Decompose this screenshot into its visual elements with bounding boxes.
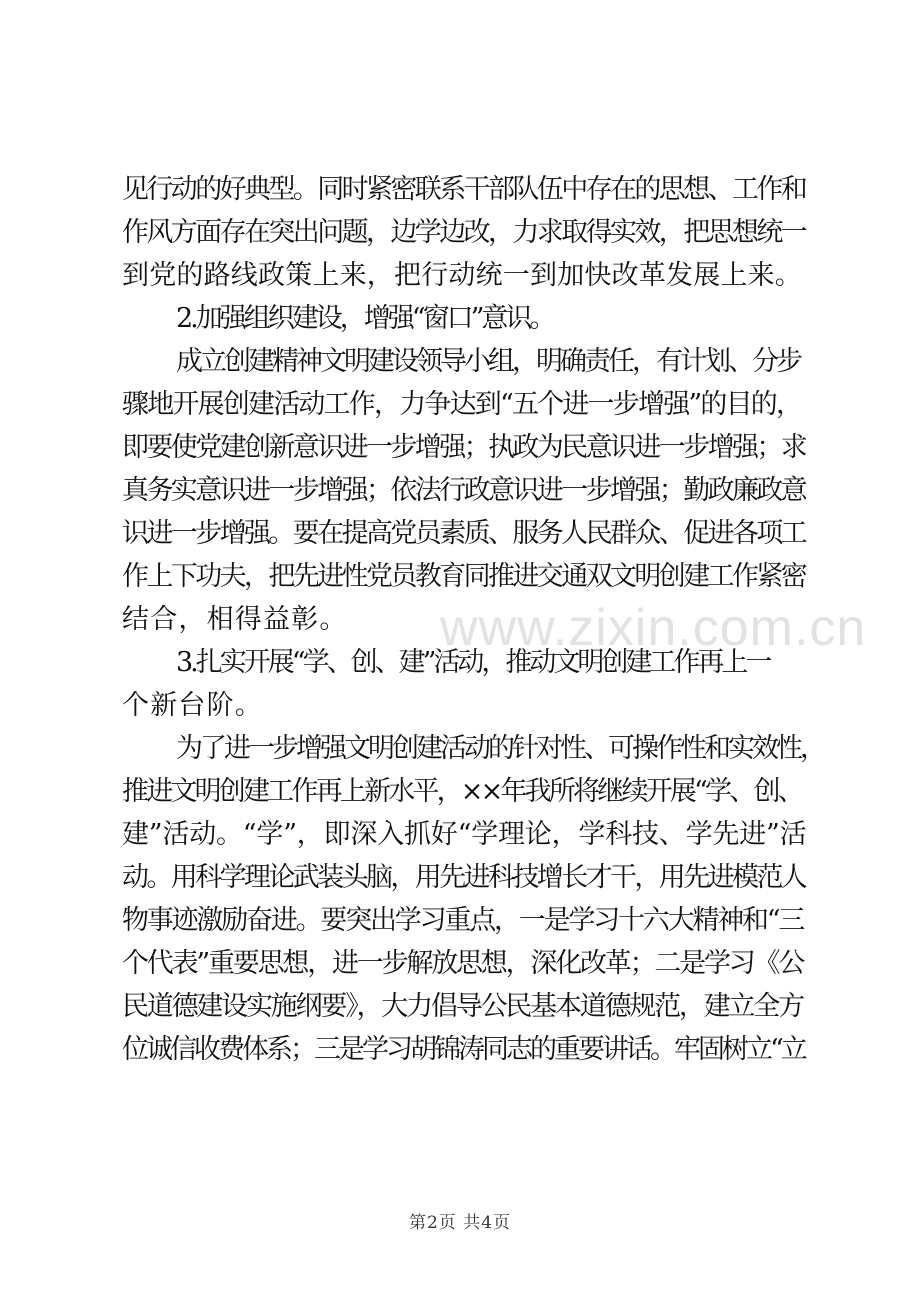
paragraph-first-line: 成立创建精神文明建设领导小组，明确责任，有计划、分步: [176, 346, 800, 377]
text-line: 个新台阶。: [122, 690, 263, 721]
text-line: 建”活动。“学”，即深入抓好“学理论，学科技、学先进”活: [122, 819, 807, 850]
text-line: 位诚信收费体系；三是学习胡锦涛同志的重要讲话。牢固树立“立: [122, 1034, 805, 1065]
text-line: 推进文明创建工作再上新水平，××年我所将继续开展“学、创、: [122, 776, 802, 807]
text-line: 结合，相得益彰。: [122, 604, 348, 635]
text-line: 骤地开展创建活动工作，力争达到“五个进一步增强”的目的，: [122, 389, 802, 420]
text-line: 真务实意识进一步增强；依法行政意识进一步增强；勤政廉政意: [122, 475, 806, 506]
text-line: 到党的路线政策上来，把行动统一到加快改革发展上来。: [122, 260, 802, 291]
section-heading: 2.加强组织建设，增强“窗口”意识。: [176, 303, 554, 334]
text-line: 作上下功夫，把先进性党员教育同推进交通双文明创建工作紧密: [122, 561, 806, 592]
text-line: 即要使党建创新意识进一步增强；执政为民意识进一步增强；求: [122, 432, 806, 463]
watermark: www.zixin.com.cn: [440, 599, 867, 657]
text-line: 个代表”重要思想，进一步解放思想，深化改革；二是学习《公: [122, 948, 804, 979]
section-heading: 3.扎实开展“学、创、建”活动，推动文明创建工作再上一: [176, 647, 770, 678]
text-line: 民道德建设实施纲要》，大力倡导公民基本道德规范，建立全方: [122, 991, 803, 1022]
paragraph-first-line: 为了进一步增强文明创建活动的针对性、可操作性和实效性，: [176, 733, 824, 764]
text-line: 见行动的好典型。同时紧密联系干部队伍中存在的思想、工作和: [122, 174, 806, 205]
page-number-footer: 第2页 共4页: [408, 1213, 512, 1233]
text-line: 识进一步增强。要在提高党员素质、服务人民群众、促进各项工: [122, 518, 806, 549]
text-line: 物事迹激励奋进。要突出学习重点，一是学习十六大精神和“三: [122, 905, 804, 936]
text-line: 作风方面存在突出问题，边学边改，力求取得实效，把思想统一: [122, 217, 806, 248]
text-line: 动。用科学理论武装头脑，用先进科技增长才干，用先进模范人: [122, 862, 806, 893]
